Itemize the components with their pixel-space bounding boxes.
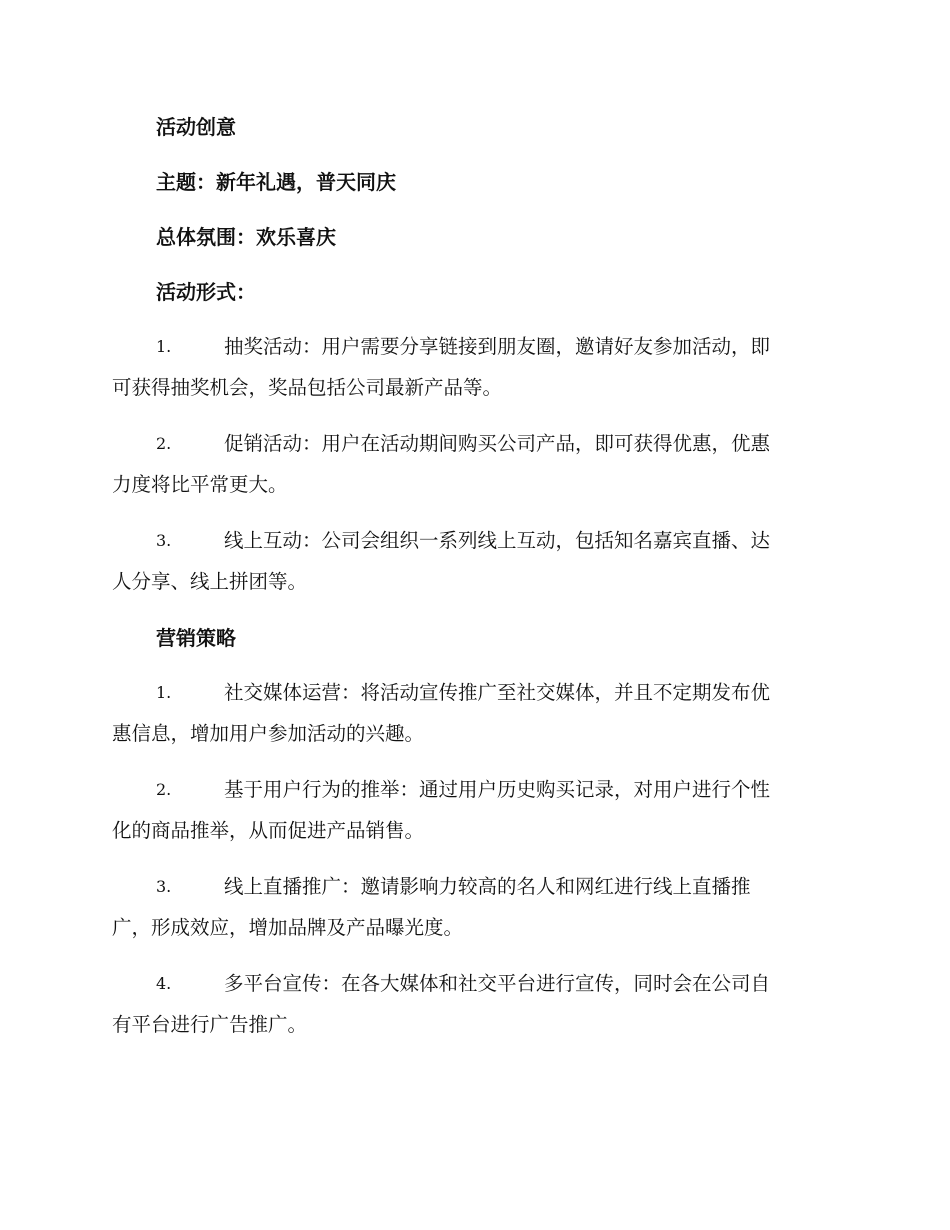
atmosphere-line: 总体氛围：欢乐喜庆 [156,225,336,249]
section-title-activity-ideas: 活动创意 [156,115,236,139]
list-item-text-line2: 有平台进行广告推广。 [112,1013,308,1036]
list-item-number: 3. [156,531,172,550]
list-item [112,520,836,602]
list-item-number: 2. [156,780,172,799]
list-item-text-line2: 广，形成效应，增加品牌及产品曝光度。 [112,916,464,939]
list-item-number: 1. [156,337,172,356]
list-item-text-line2: 惠信息，增加用户参加活动的兴趣。 [112,722,425,745]
list-item [112,963,836,1045]
list-item-text-line2: 可获得抽奖机会，奖品包括公司最新产品等。 [112,376,503,399]
list-item-text-line1: 抽奖活动：用户需要分享链接到朋友圈，邀请好友参加活动，即 [224,335,771,358]
list-item-text-line1: 促销活动：用户在活动期间购买公司产品，即可获得优惠，优惠 [224,432,771,455]
list-item [112,423,836,505]
list-item-text-line1: 社交媒体运营：将活动宣传推广至社交媒体，并且不定期发布优 [224,681,771,704]
list-item-text-line2: 力度将比平常更大。 [112,473,288,496]
list-item-text-line1: 线上直播推广：邀请影响力较高的名人和网红进行线上直播推 [224,875,751,898]
section-title-marketing-strategy: 营销策略 [156,626,236,650]
list-item-text-line1: 线上互动：公司会组织一系列线上互动，包括知名嘉宾直播、达 [224,529,771,552]
list-item-number: 1. [156,683,172,702]
list-item-text-line1: 多平台宣传：在各大媒体和社交平台进行宣传，同时会在公司自 [224,972,771,995]
list-item-number: 3. [156,877,172,896]
theme-line: 主题：新年礼遇，普天同庆 [156,170,396,194]
list-item-text-line1: 基于用户行为的推举：通过用户历史购买记录，对用户进行个性 [224,778,771,801]
list-item [112,866,836,948]
list-item-number: 2. [156,434,172,453]
list-item-text-line2: 化的商品推举，从而促进产品销售。 [112,819,425,842]
list-item-text-line2: 人分享、线上拼团等。 [112,570,308,593]
list-item [112,769,836,851]
activity-format-label: 活动形式： [156,280,256,304]
list-item-number: 4. [156,974,172,993]
list-item [112,672,836,754]
list-item [112,326,836,408]
